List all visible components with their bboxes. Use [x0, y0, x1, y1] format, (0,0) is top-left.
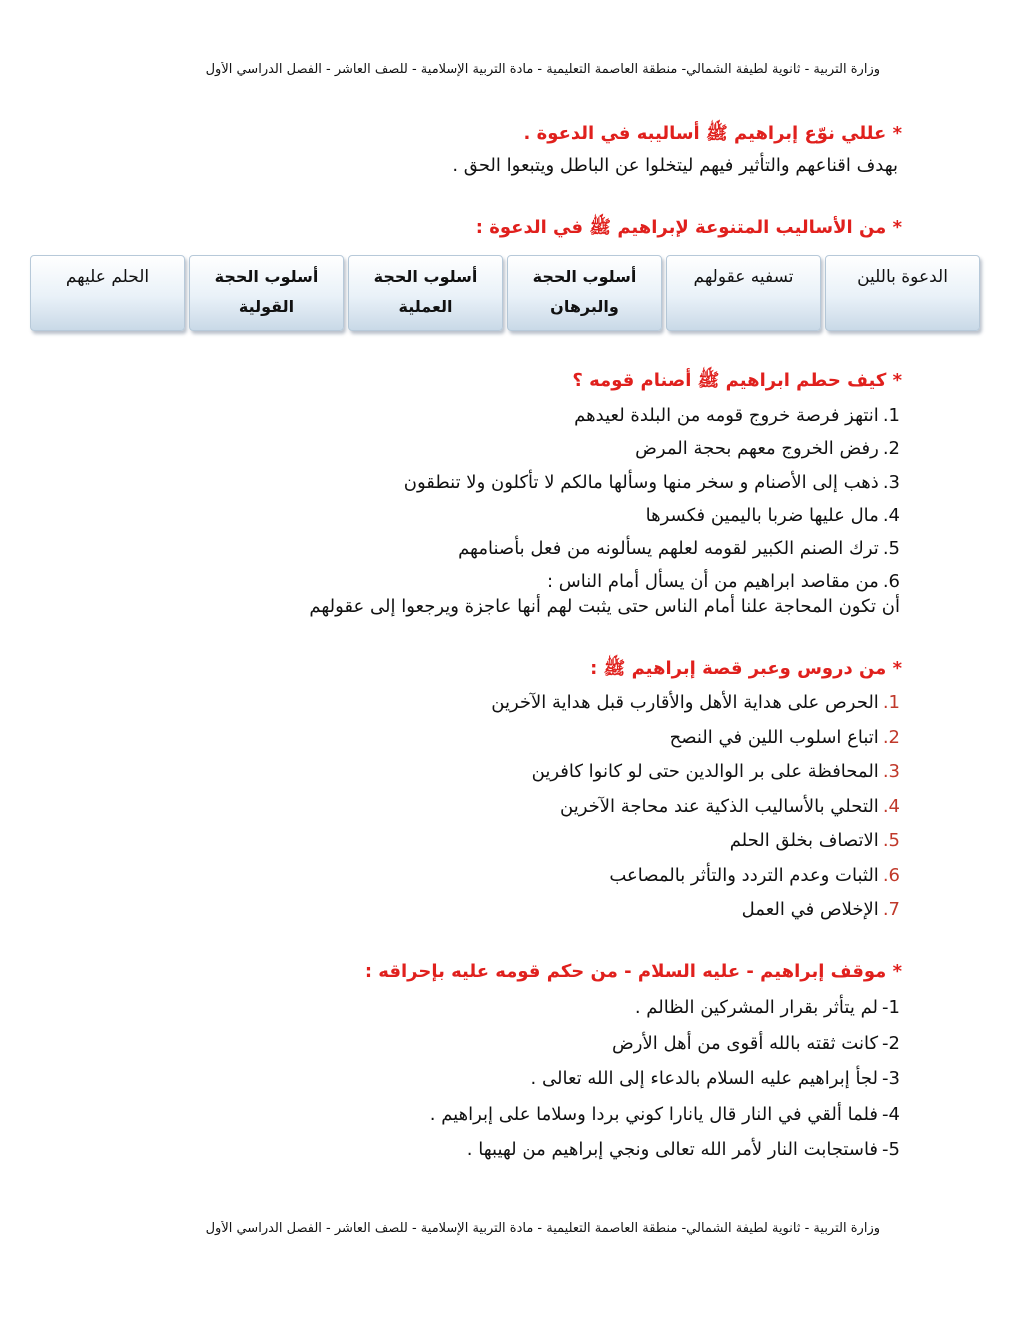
- list-item: [100, 990, 900, 1026]
- section-heading-burning: * موقف إبراهيم - عليه السلام - من حكم قومه عليه بإحراقه :: [364, 961, 902, 982]
- method-box: تسفيه عقولهم: [666, 255, 821, 331]
- item-text: رفض الخروج معهم بحجة المرض: [635, 438, 879, 460]
- item-text: كانت ثقته بالله أقوى من أهل الأرض: [612, 1032, 879, 1054]
- item-number: 5.: [882, 538, 900, 560]
- item-number: 2-: [882, 1032, 900, 1054]
- item-number: 3.: [882, 761, 900, 782]
- item-text: الحرص على هداية الأهل والأقارب قبل هداية الآخرين: [491, 692, 879, 713]
- item-number: 4.: [882, 504, 900, 526]
- list-item: [100, 432, 900, 465]
- item-text: ترك الصنم الكبير لقومه لعلهم يسألونه من فعل بأصنامهم: [458, 538, 879, 560]
- section-heading-lessons: * من دروس وعبر قصة إبراهيم ﷺ :: [590, 658, 902, 679]
- list-item: [100, 1026, 900, 1062]
- list-item: [100, 1132, 900, 1168]
- lessons-list: [100, 686, 900, 928]
- list-item: [100, 859, 900, 894]
- list-item: [100, 532, 900, 565]
- item-number: 6.: [882, 864, 900, 886]
- idols-continuation: أن تكون المحاجة علنا أمام الناس حتى يثبت لهم أنها عاجزة ويرجعوا إلى عقولهم: [309, 596, 900, 617]
- item-number: 5-: [882, 1139, 900, 1160]
- list-item: [100, 1061, 900, 1097]
- item-number: 5.: [882, 830, 900, 851]
- section-heading-why-varied: * عللي نوّع إبراهيم ﷺ أساليبه في الدعوة .: [523, 123, 902, 144]
- burning-list: [100, 990, 900, 1168]
- list-item: [100, 1097, 900, 1133]
- item-text: ذهب إلى الأصنام و سخر منها وسألها مالكم لا تأكلون ولا تنطقون: [403, 471, 879, 493]
- list-item: [100, 466, 900, 499]
- idols-list: [100, 399, 900, 599]
- page-footer: وزارة التربية - ثانوية لطيفة الشمالي- منطقة العاصمة التعليمية - مادة التربية الإسلامية - للصف العاشر - الفصل الدراسي الأول: [205, 1221, 880, 1236]
- item-text: من مقاصد ابراهيم من أن يسأل أمام الناس :: [546, 571, 879, 593]
- item-text: لجأ إبراهيم عليه السلام بالدعاء إلى الله تعالى .: [530, 1068, 879, 1089]
- section-heading-idols: * كيف حطم ابراهيم ﷺ أصنام قومه ؟: [572, 370, 902, 391]
- item-text: لم يتأثر بقرار المشركين الظالم .: [634, 997, 879, 1018]
- item-number: 2.: [882, 726, 900, 748]
- item-number: 1.: [882, 692, 900, 713]
- item-number: 1-: [882, 997, 900, 1018]
- item-text: فاستجابت النار لأمر الله تعالى ونجي إبراهيم من لهيبها .: [466, 1139, 879, 1160]
- list-item: [100, 565, 900, 598]
- list-item: [100, 686, 900, 721]
- list-item: [100, 721, 900, 756]
- item-text: الثبات وعدم التردد والتأثر بالمصاعب: [609, 864, 879, 886]
- item-text: مال عليها ضربا باليمين فكسرها: [645, 504, 879, 526]
- item-text: اتباع اسلوب اللين في النصح: [669, 726, 879, 748]
- list-item: [100, 893, 900, 928]
- item-number: 3.: [882, 471, 900, 493]
- method-box: أسلوب الحجة والبرهان: [507, 255, 662, 331]
- method-box: أسلوب الحجة القولية: [189, 255, 344, 331]
- item-number: 7.: [882, 899, 900, 920]
- item-text: المحافظة على بر الوالدين حتى لو كانوا كافرين: [531, 761, 879, 782]
- item-number: 1.: [882, 405, 900, 426]
- list-item: [100, 824, 900, 859]
- section-heading-methods: * من الأساليب المتنوعة لإبراهيم ﷺ في الدعوة :: [475, 217, 902, 238]
- item-number: 6.: [882, 571, 900, 593]
- item-text: الاتصاف بخلق الحلم: [729, 830, 879, 851]
- item-number: 3-: [882, 1068, 900, 1089]
- item-number: 4.: [882, 795, 900, 817]
- method-box: الحلم عليهم: [30, 255, 185, 331]
- method-box: أسلوب الحجة العملية: [348, 255, 503, 331]
- answer-why-varied: بهدف اقناعهم والتأثير فيهم ليتخلوا عن الباطل ويتبعوا الحق .: [452, 155, 898, 176]
- methods-boxes: [30, 255, 980, 331]
- item-number: 2.: [882, 438, 900, 460]
- item-text: التحلي بالأساليب الذكية عند محاجة الآخرين: [560, 795, 879, 817]
- list-item: [100, 755, 900, 790]
- list-item: [100, 499, 900, 532]
- item-text: الإخلاص في العمل: [741, 899, 879, 920]
- list-item: [100, 399, 900, 432]
- item-text: فلما ألقي في النار قال يانارا كوني بردا وسلاما على إبراهيم .: [429, 1103, 879, 1125]
- list-item: [100, 790, 900, 825]
- item-number: 4-: [882, 1103, 900, 1125]
- method-box: الدعوة باللين: [825, 255, 980, 331]
- page-header: وزارة التربية - ثانوية لطيفة الشمالي- منطقة العاصمة التعليمية - مادة التربية الإسلامية - للصف العاشر - الفصل الدراسي الأول: [205, 62, 880, 77]
- item-text: انتهز فرصة خروج قومه من البلدة لعيدهم: [574, 405, 879, 426]
